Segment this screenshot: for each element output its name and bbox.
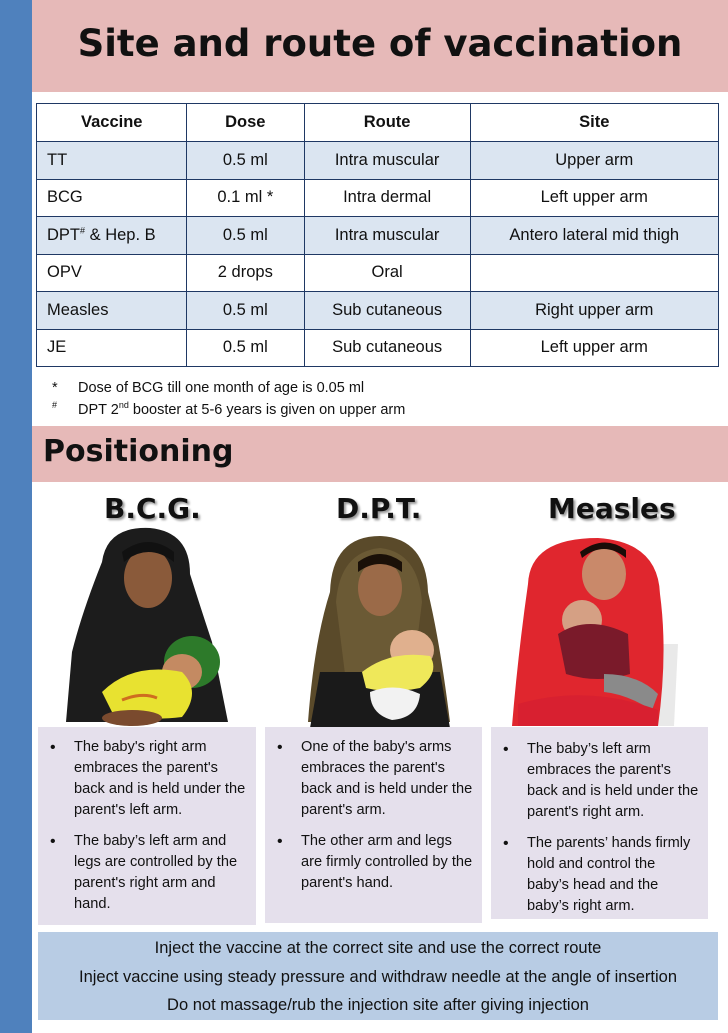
footnote-bcg (52, 377, 405, 399)
bcg-position-photo (62, 522, 230, 728)
cell-route: Oral (304, 254, 470, 292)
dpt-heading: D.P.T. (336, 492, 422, 525)
cell-route: Sub cutaneous (304, 329, 470, 367)
cell-site: Upper arm (470, 142, 719, 180)
footnotes (52, 377, 405, 421)
cell-dose: 0.1 ml * (186, 179, 304, 217)
vaccine-table (36, 103, 719, 367)
table-row (37, 292, 719, 330)
cell-site: Right upper arm (470, 292, 719, 330)
hash-superscript: # (80, 225, 86, 236)
asterisk-mark: * (52, 380, 58, 396)
instruction-box (38, 932, 718, 1020)
cell-vaccine: JE (37, 329, 187, 367)
bcg-heading: B.C.G. (104, 492, 201, 525)
cell-vaccine: Measles (37, 292, 187, 330)
instruction-line: Inject the vaccine at the correct site and use the correct route (154, 939, 602, 957)
cell-route: Intra muscular (304, 217, 470, 255)
positioning-title: Positioning (43, 434, 234, 469)
instruction-line: Do not massage/rub the injection site after giving injection (167, 996, 589, 1014)
left-accent-strip (0, 0, 32, 1033)
ordinal-superscript: nd (118, 400, 129, 411)
footnote-text: Dose of BCG till one month of age is 0.05 ml (78, 380, 365, 396)
page-title: Site and route of vaccination (77, 22, 683, 65)
cell-vaccine: TT (37, 142, 187, 180)
table-row (37, 254, 719, 292)
cell-vaccine (37, 217, 187, 255)
column-header-site: Site (470, 104, 719, 142)
cell-route: Intra muscular (304, 142, 470, 180)
cell-site (470, 254, 719, 292)
list-item: • The baby's right arm embraces the parent's back and is held under the parent's left arm. (48, 737, 248, 821)
footnote-text-rest: booster at 5-6 years is given on upper arm (128, 402, 406, 418)
cell-route: Sub cutaneous (304, 292, 470, 330)
cell-dose: 0.5 ml (186, 142, 304, 180)
hash-mark: # (52, 400, 58, 411)
dpt-description (265, 727, 482, 923)
table-row (37, 217, 719, 255)
table-header-row (37, 104, 719, 142)
footnote-dpt (52, 399, 405, 421)
measles-position-photo (508, 534, 678, 726)
table-row (37, 179, 719, 217)
list-item: • One of the baby's arms embraces the parent's back and is held under the parent's arm. (275, 737, 474, 821)
bcg-description (38, 727, 256, 925)
column-header-dose: Dose (186, 104, 304, 142)
footnote-text: DPT 2 (78, 402, 119, 418)
list-item: • The baby’s left arm embraces the parent's back and is held under the parent's right arm. (501, 739, 700, 823)
list-item: • The other arm and legs are firmly controlled by the parent's hand. (275, 831, 474, 894)
column-header-vaccine: Vaccine (37, 104, 187, 142)
table-row (37, 329, 719, 367)
measles-heading: Measles (548, 492, 676, 525)
vaccine-name-rest: & Hep. B (85, 225, 156, 244)
column-header-route: Route (304, 104, 470, 142)
cell-dose: 0.5 ml (186, 217, 304, 255)
cell-site: Antero lateral mid thigh (470, 217, 719, 255)
cell-vaccine: OPV (37, 254, 187, 292)
list-item: • The baby’s left arm and legs are controlled by the parent's right arm and hand. (48, 831, 248, 915)
cell-dose: 0.5 ml (186, 292, 304, 330)
measles-description (491, 727, 708, 919)
cell-site: Left upper arm (470, 329, 719, 367)
cell-route: Intra dermal (304, 179, 470, 217)
cell-dose: 0.5 ml (186, 329, 304, 367)
cell-site: Left upper arm (470, 179, 719, 217)
dpt-position-photo (300, 532, 462, 728)
list-item: • The parents’ hands firmly hold and control the baby’s head and the baby’s right arm. (501, 833, 700, 917)
cell-dose: 2 drops (186, 254, 304, 292)
table-row (37, 142, 719, 180)
cell-vaccine: BCG (37, 179, 187, 217)
vaccine-name: DPT (47, 225, 80, 244)
instruction-line: Inject vaccine using steady pressure and withdraw needle at the angle of insertion (78, 967, 678, 986)
